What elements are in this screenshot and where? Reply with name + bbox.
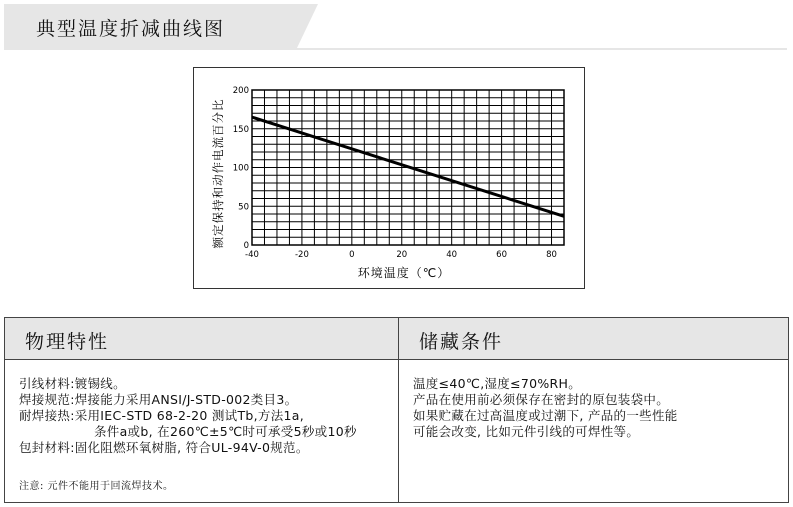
y-tick-label: 50 bbox=[238, 202, 249, 213]
physical-body bbox=[5, 360, 398, 456]
x-tick-label: 20 bbox=[396, 250, 408, 260]
title-banner bbox=[4, 4, 787, 50]
x-tick-label: -40 bbox=[245, 250, 259, 260]
derating-curve bbox=[252, 117, 564, 216]
info-table bbox=[4, 317, 789, 503]
title-underline bbox=[296, 48, 787, 50]
x-tick-label: -20 bbox=[294, 250, 309, 260]
storage-row-warning-cont: 可能会改变, 比如元件引线的可焊性等。 bbox=[413, 424, 640, 439]
physical-row-solder-heat-cont: 条件a或b, 在260℃±5℃时可承受5秒或10秒 bbox=[94, 424, 357, 439]
physical-heading: 物理特性 bbox=[5, 318, 398, 360]
physical-row-lead: 引线材料:镀锡线。 bbox=[19, 376, 126, 391]
derating-chart bbox=[193, 67, 585, 289]
y-tick-label: 100 bbox=[232, 163, 249, 174]
y-tick-label: 150 bbox=[232, 124, 249, 135]
storage-heading: 储藏条件 bbox=[399, 318, 788, 360]
physical-note: 注意: 元件不能用于回流焊技术。 bbox=[19, 481, 174, 492]
physical-row-solder-spec: 焊接规范:焊接能力采用ANSI/J-STD-002类目3。 bbox=[19, 392, 298, 407]
storage-row-sealed: 产品在使用前必须保存在密封的原包装袋中。 bbox=[413, 392, 670, 407]
storage-body bbox=[399, 360, 788, 440]
physical-properties-panel bbox=[5, 318, 399, 502]
x-axis-label: 环境温度（℃） bbox=[357, 266, 451, 280]
x-tick-label: 0 bbox=[349, 250, 355, 260]
physical-row-solder-heat: 耐焊接热:采用IEC-STD 68-2-20 测试Tb,方法1a, bbox=[19, 408, 304, 423]
chart-canvas bbox=[194, 68, 586, 290]
storage-row-warning: 如果贮藏在过高温度或过潮下, 产品的一些性能 bbox=[413, 408, 678, 423]
page-title: 典型温度折减曲线图 bbox=[36, 18, 226, 40]
x-tick-label: 80 bbox=[546, 250, 557, 260]
storage-conditions-panel bbox=[399, 318, 788, 502]
physical-row-encapsulation: 包封材料:固化阻燃环氧树脂, 符合UL-94V-0规范。 bbox=[19, 440, 309, 455]
y-tick-label: 200 bbox=[232, 86, 249, 96]
x-tick-label: 60 bbox=[496, 250, 508, 260]
y-axis-label: 额定保持和动作电流百分比 bbox=[211, 98, 225, 249]
y-tick-label: 0 bbox=[243, 241, 249, 251]
storage-row-conditions: 温度≤40℃,湿度≤70%RH。 bbox=[413, 376, 582, 391]
x-tick-label: 40 bbox=[446, 250, 458, 260]
